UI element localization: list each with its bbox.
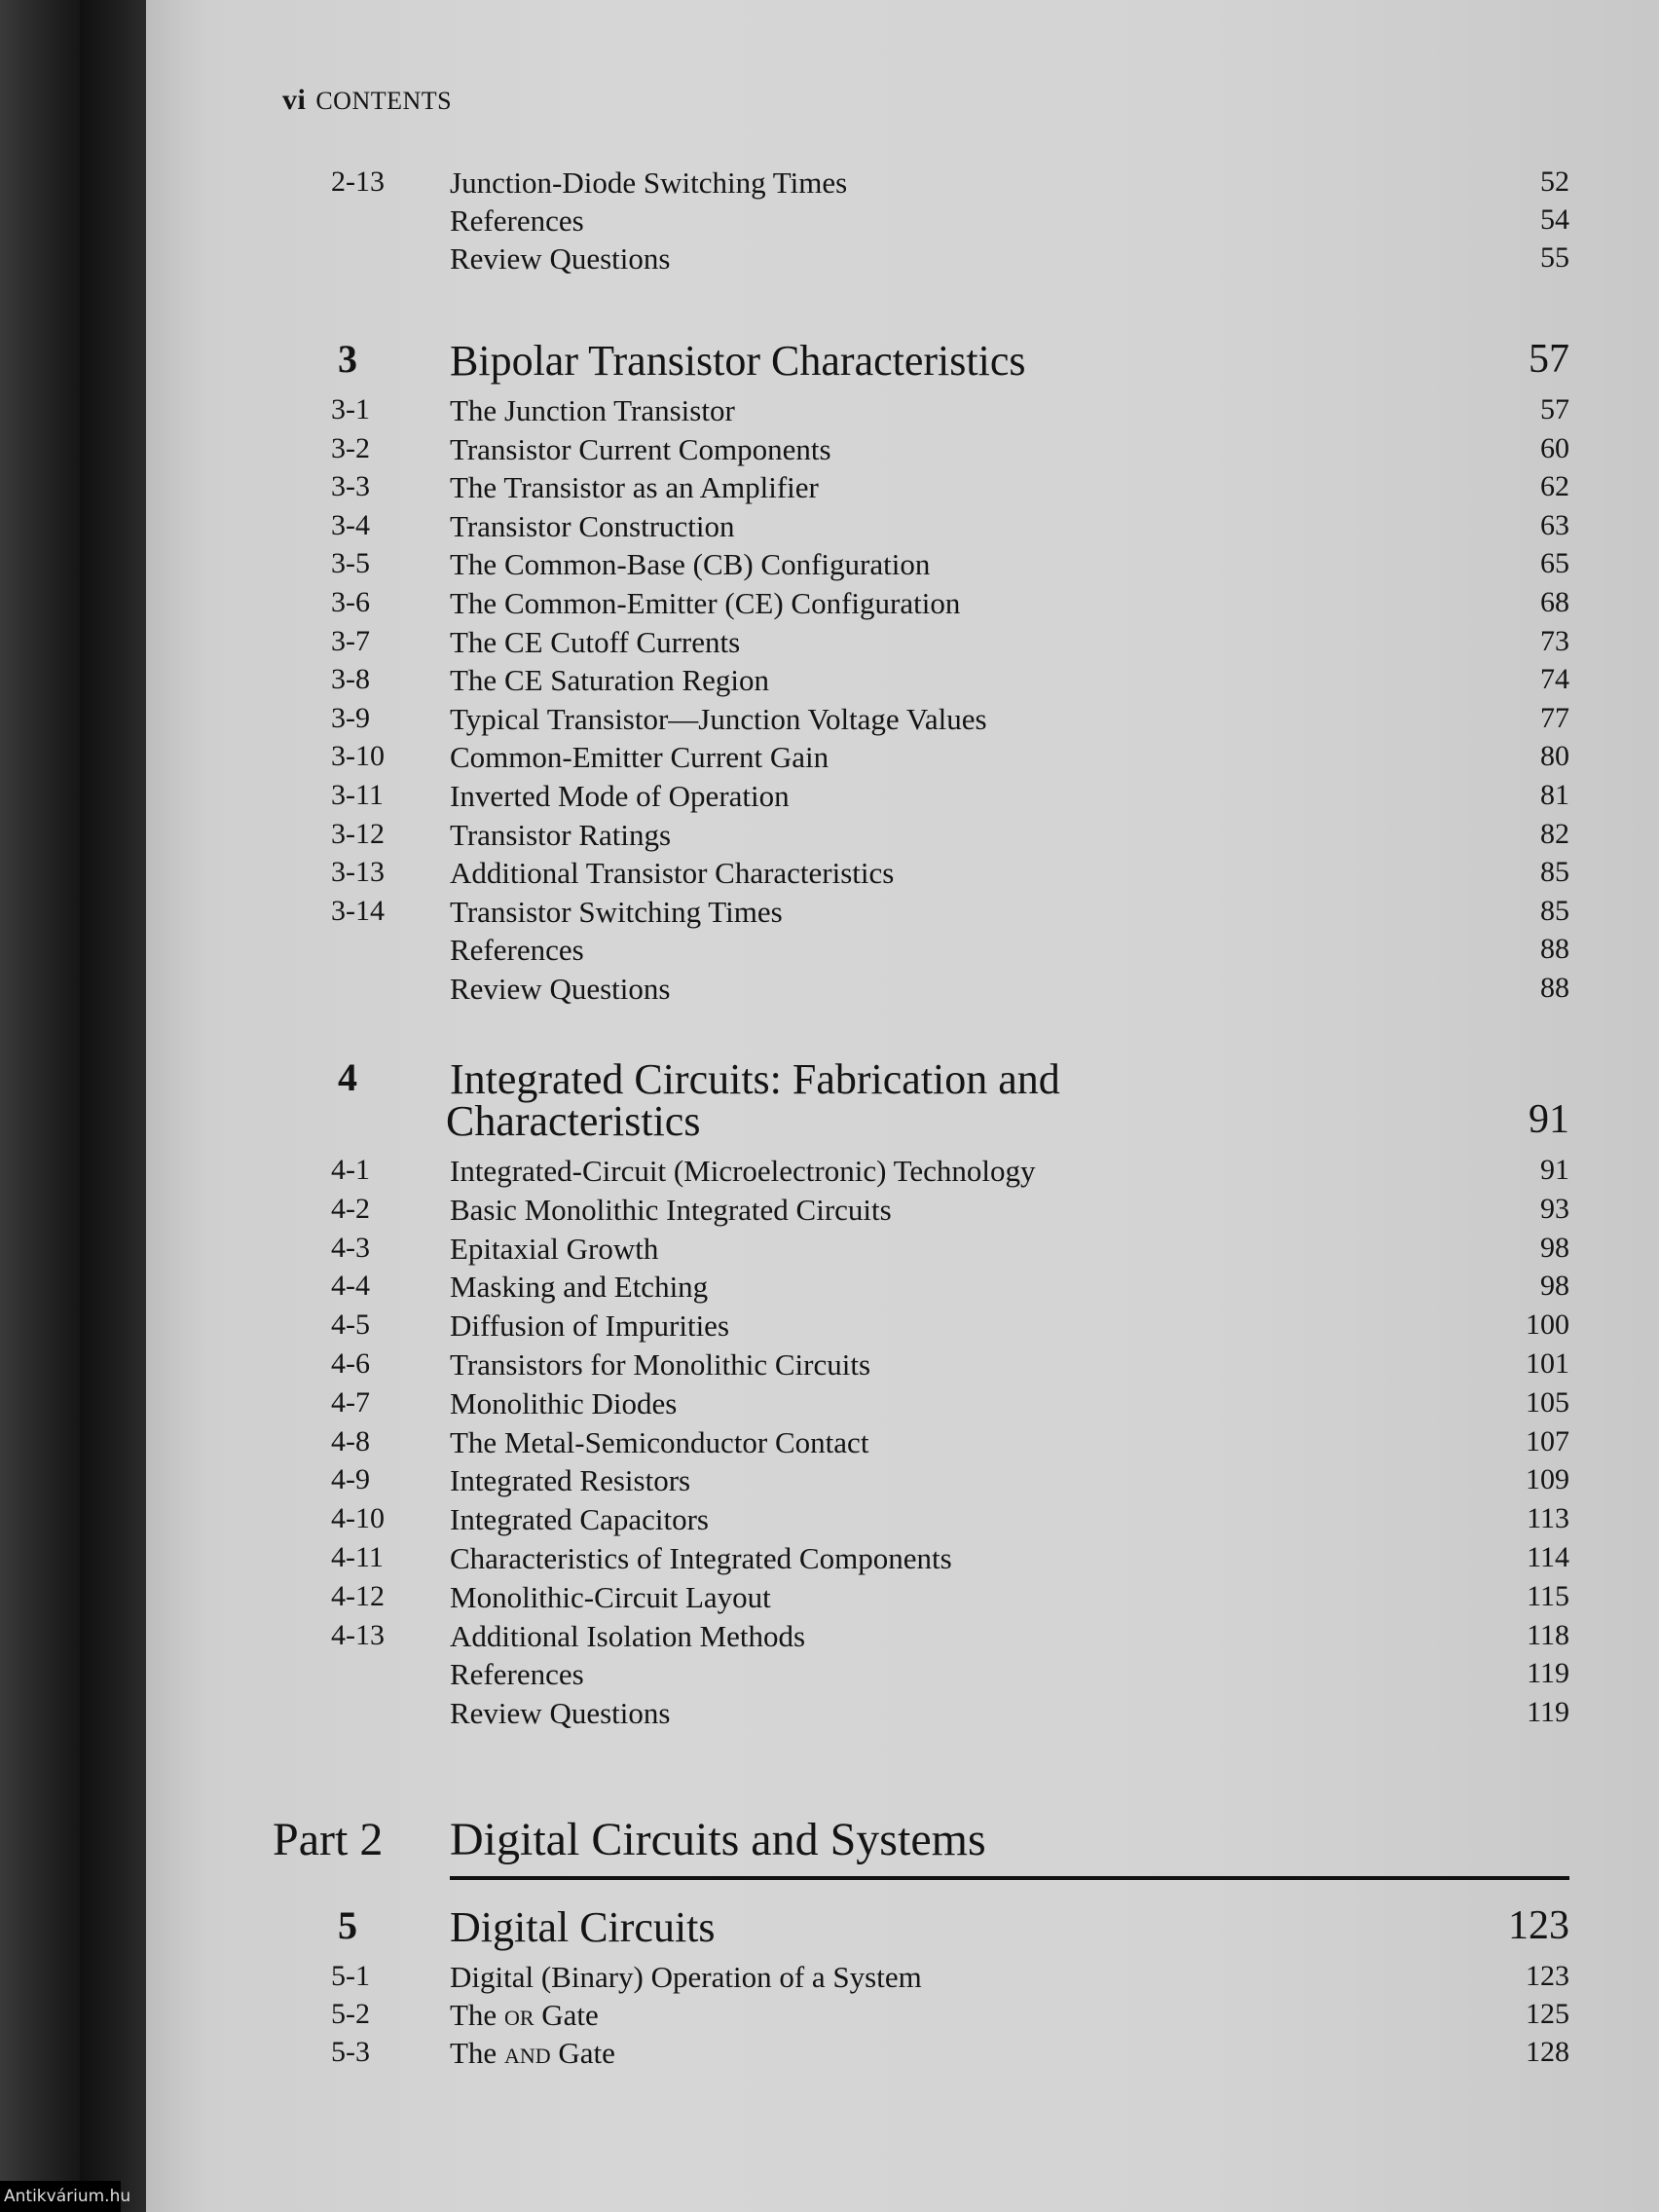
section-number: 5-1 (331, 1960, 370, 1992)
toc-entry (146, 1154, 1659, 1193)
section-title: Digital (Binary) Operation of a System (450, 1960, 922, 1994)
toc-entry (146, 166, 1659, 204)
toc-entry (146, 1425, 1659, 1464)
toc-entry (146, 203, 1659, 242)
toc-entry (146, 432, 1659, 471)
toc-entry (146, 1463, 1659, 1502)
chapter-heading-4-cont (146, 1096, 1659, 1145)
section-page: 74 (1540, 663, 1569, 696)
section-number: 4-6 (331, 1347, 370, 1380)
section-page: 52 (1540, 166, 1569, 198)
toc-entry (146, 2036, 1659, 2075)
section-number: 3-6 (331, 586, 370, 618)
section-page: 82 (1540, 817, 1569, 850)
section-number: 3-9 (331, 701, 370, 734)
section-title: Basic Monolithic Integrated Circuits (450, 1192, 892, 1227)
section-number: 3-2 (331, 431, 370, 464)
chapter-number: 3 (338, 337, 357, 381)
toc-entry (146, 1580, 1659, 1619)
chapter-number: 5 (338, 1903, 357, 1947)
section-number: 4-7 (331, 1385, 370, 1419)
toc-entry (146, 895, 1659, 934)
book-page (146, 0, 1659, 2212)
section-number: 4-10 (331, 1502, 385, 1535)
toc-entry (146, 1309, 1659, 1347)
section-number: 2-13 (331, 166, 385, 198)
section-number: 3-14 (331, 894, 385, 927)
part-heading (146, 1813, 1659, 1871)
toc-entry (146, 663, 1659, 702)
section-number: 3-7 (331, 624, 370, 657)
section-title: Integrated-Circuit (Microelectronic) Technology (450, 1154, 1036, 1188)
section-title: Masking and Etching (450, 1270, 709, 1305)
section-title: The CE Saturation Region (450, 663, 770, 698)
section-title: The Common-Base (CB) Configuration (450, 547, 931, 582)
section-page: 105 (1526, 1385, 1569, 1419)
section-number: 3-1 (331, 393, 370, 425)
section-title: Common-Emitter Current Gain (450, 740, 830, 775)
section-title: Integrated Capacitors (450, 1502, 709, 1537)
toc-entry (146, 1960, 1659, 1999)
section-page: 62 (1540, 470, 1569, 503)
section-number: 4-3 (331, 1231, 370, 1264)
section-number: 5-3 (331, 2036, 370, 2068)
toc-entry (146, 547, 1659, 586)
section-title: Additional Transistor Characteristics (450, 856, 895, 891)
section-page: 65 (1540, 547, 1569, 580)
section-title: The Common-Emitter (CE) Configuration (450, 586, 961, 620)
toc-entry (146, 1270, 1659, 1309)
section-number: 3-8 (331, 663, 370, 696)
section-title: Review Questions (450, 241, 671, 276)
section-number: 4-9 (331, 1463, 370, 1496)
section-number: 4-4 (331, 1270, 370, 1303)
toc-entry (146, 779, 1659, 818)
chapter-title: Digital Circuits (450, 1903, 716, 1951)
section-title: Transistor Current Components (450, 431, 831, 466)
section-title: References (450, 203, 584, 238)
section-number: 4-1 (331, 1154, 370, 1186)
toc-entry (146, 1657, 1659, 1696)
section-page: 77 (1540, 701, 1569, 734)
section-page: 73 (1540, 624, 1569, 657)
section-title: Typical Transistor—Junction Voltage Values (450, 701, 987, 736)
section-title: Transistor Ratings (450, 817, 672, 852)
toc-entry (146, 933, 1659, 972)
section-title: Review Questions (450, 1696, 671, 1731)
section-number: 4-5 (331, 1309, 370, 1342)
chapter-heading-5 (146, 1902, 1659, 1951)
section-title: The CE Cutoff Currents (450, 624, 741, 659)
toc-entry (146, 856, 1659, 895)
chapter-heading-4 (146, 1054, 1659, 1103)
toc-entry (146, 818, 1659, 857)
running-head (282, 84, 452, 117)
section-page: 57 (1540, 393, 1569, 425)
section-number: 5-2 (331, 1998, 370, 2030)
chapter-page: 57 (1529, 337, 1569, 382)
section-title: Transistor Construction (450, 508, 735, 543)
title-prefix: The (450, 1998, 504, 2032)
toc-entry (146, 625, 1659, 664)
section-page: 98 (1540, 1231, 1569, 1264)
section-page: 109 (1526, 1463, 1569, 1496)
section-number: 4-2 (331, 1192, 370, 1225)
toc-entry (146, 241, 1659, 280)
section-page: 81 (1540, 779, 1569, 811)
toc-entry (146, 972, 1659, 1011)
section-page: 101 (1526, 1347, 1569, 1380)
section-number: 3-13 (331, 856, 385, 889)
section-title: Integrated Resistors (450, 1463, 691, 1498)
section-number: 3-10 (331, 740, 385, 773)
section-page: 54 (1540, 203, 1569, 236)
section-title: Epitaxial Growth (450, 1231, 659, 1266)
chapter-title: Bipolar Transistor Characteristics (450, 337, 1026, 385)
section-number: 4-11 (331, 1541, 384, 1573)
title-small-caps: or (503, 1998, 535, 2032)
section-title (450, 2036, 615, 2071)
section-title: References (450, 933, 584, 968)
section-number: 3-3 (331, 470, 370, 503)
section-title: The Junction Transistor (450, 393, 735, 427)
toc-entry (146, 1502, 1659, 1541)
section-number: 3-11 (331, 779, 384, 811)
toc-entry (146, 1386, 1659, 1425)
section-page: 98 (1540, 1270, 1569, 1303)
toc-entry (146, 470, 1659, 509)
section-title: Additional Isolation Methods (450, 1618, 806, 1653)
section-page: 128 (1526, 2036, 1569, 2068)
section-page: 107 (1526, 1424, 1569, 1457)
section-number: 4-13 (331, 1618, 385, 1651)
section-page: 114 (1527, 1541, 1569, 1573)
section-page: 91 (1540, 1154, 1569, 1186)
section-number: 3-4 (331, 508, 370, 541)
section-page: 88 (1540, 933, 1569, 966)
toc-entry (146, 1998, 1659, 2037)
watermark: Antikvárium.hu (0, 2181, 121, 2212)
part-title: Digital Circuits and Systems (450, 1814, 986, 1865)
section-title: Monolithic-Circuit Layout (450, 1579, 771, 1614)
section-page: 123 (1526, 1960, 1569, 1992)
section-page: 68 (1540, 586, 1569, 618)
section-title: Inverted Mode of Operation (450, 779, 790, 813)
part-label: Part 2 (273, 1814, 384, 1865)
section-title: Transistor Switching Times (450, 894, 783, 929)
title-small-caps: and (503, 2036, 551, 2070)
section-page: 119 (1527, 1696, 1569, 1729)
section-title: Monolithic Diodes (450, 1385, 678, 1420)
chapter-number: 4 (338, 1055, 357, 1099)
toc-entry (146, 586, 1659, 625)
toc-entry (146, 1696, 1659, 1735)
section-title (450, 1998, 599, 2033)
section-page: 55 (1540, 241, 1569, 274)
section-page: 100 (1526, 1309, 1569, 1342)
section-title: Characteristics of Integrated Components (450, 1541, 952, 1575)
book-binding (0, 0, 80, 2212)
section-number: 4-12 (331, 1579, 385, 1612)
section-title: Diffusion of Impurities (450, 1309, 730, 1344)
section-title: References (450, 1657, 584, 1692)
chapter-title-line1: Integrated Circuits: Fabrication and (450, 1055, 1060, 1103)
section-page: 125 (1526, 1998, 1569, 2030)
section-page: 88 (1540, 972, 1569, 1004)
section-page: 63 (1540, 508, 1569, 541)
chapter-heading-3 (146, 336, 1659, 385)
toc-entry (146, 1347, 1659, 1386)
section-page: 115 (1527, 1579, 1569, 1612)
chapter-page: 123 (1508, 1903, 1569, 1948)
section-page: 93 (1540, 1192, 1569, 1225)
section-number: 3-12 (331, 817, 385, 850)
section-title: Transistors for Monolithic Circuits (450, 1347, 871, 1382)
section-page: 118 (1527, 1618, 1569, 1651)
section-page: 113 (1527, 1502, 1569, 1535)
section-number: 3-5 (331, 547, 370, 580)
title-suffix: Gate (550, 2036, 615, 2070)
book-gutter (80, 0, 146, 2212)
toc-entry (146, 1232, 1659, 1271)
running-head-label: CONTENTS (315, 87, 453, 115)
toc-entry (146, 1541, 1659, 1580)
toc-entry (146, 1193, 1659, 1232)
section-title: The Transistor as an Amplifier (450, 470, 819, 505)
section-page: 60 (1540, 431, 1569, 464)
chapter-page: 91 (1529, 1097, 1569, 1142)
section-page: 85 (1540, 856, 1569, 889)
toc-entry (146, 740, 1659, 779)
toc-entry (146, 509, 1659, 548)
section-page: 80 (1540, 740, 1569, 773)
section-number: 4-8 (331, 1424, 370, 1457)
section-page: 85 (1540, 894, 1569, 927)
section-page: 119 (1527, 1657, 1569, 1690)
toc-entry (146, 393, 1659, 432)
page-number: vi (282, 84, 307, 116)
toc-entry (146, 1619, 1659, 1658)
title-suffix: Gate (534, 1998, 599, 2032)
section-title: Review Questions (450, 972, 671, 1006)
section-title: The Metal-Semiconductor Contact (450, 1424, 869, 1459)
title-prefix: The (450, 2036, 504, 2070)
section-title: Junction-Diode Switching Times (450, 166, 848, 200)
chapter-title-line2: Characteristics (446, 1097, 701, 1145)
toc-entry (146, 702, 1659, 741)
part-divider (450, 1876, 1569, 1880)
